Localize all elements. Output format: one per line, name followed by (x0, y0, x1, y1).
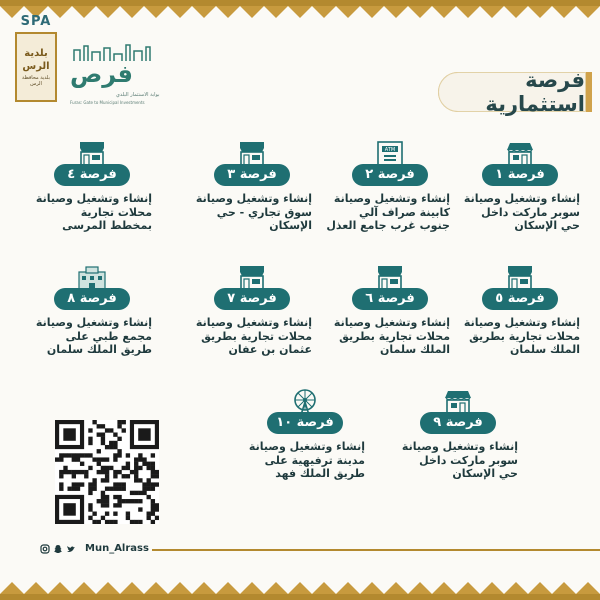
opportunity-card-8 (32, 264, 152, 374)
opportunity-description-line: حي الإسكان (514, 219, 580, 232)
opportunity-description-line: إنشاء وتشغيل وصيانة (463, 192, 580, 205)
furas-name: فرص (70, 60, 133, 88)
atm-icon-label: ATM (384, 147, 396, 153)
opportunity-description (450, 192, 580, 233)
opportunity-description-line: بمخطط المرسى (62, 219, 152, 232)
opportunity-description-line: عثمان بن عفان (228, 343, 312, 356)
furas-tagline: بوابة الاستثمار البلدي (116, 92, 160, 98)
opportunity-description-line: طريق الملك سلمان (46, 343, 152, 356)
opportunity-badge: فرصة ٩ (420, 412, 496, 434)
spa-logo-text: SPA (20, 14, 52, 29)
opportunity-description-line: الملك سلمان (379, 343, 450, 356)
opportunity-description-line: إنشاء وتشغيل وصيانة (195, 316, 312, 329)
opportunity-description-line: محلات تجارية بطريق (201, 329, 312, 343)
opportunity-card-5 (460, 264, 580, 374)
baladi-logo-text: بلدية الرس (22, 48, 50, 72)
opportunity-badge: فرصة ٣ (214, 164, 290, 186)
opportunity-description (320, 192, 450, 233)
furas-logo (70, 42, 166, 108)
opportunity-description (182, 316, 312, 357)
opportunity-card-2 (326, 140, 450, 250)
baladi-logo-sub: بلدية محافظة الرس (22, 75, 50, 87)
opportunity-card-10 (245, 388, 365, 498)
opportunity-description (388, 440, 518, 481)
opportunity-description (182, 192, 312, 233)
opportunity-badge: فرصة ٢ (352, 164, 428, 186)
opportunity-description-line: محلات تجارية (80, 205, 152, 219)
opportunity-card-1 (460, 140, 580, 250)
twitter-icon[interactable] (66, 544, 76, 554)
opportunity-description-line: سوبر ماركت داخل (419, 453, 518, 467)
opportunity-description-line: إنشاء وتشغيل وصيانة (195, 192, 312, 205)
opportunity-badge: فرصة ١٠ (267, 412, 343, 434)
opportunity-description-line: سوق تجاري - حي الإسكان (216, 205, 312, 232)
spa-logo (14, 16, 58, 116)
opportunity-card-4 (32, 140, 152, 250)
furas-tagline-en: Furas: Gate to Municipal Investments (70, 100, 145, 105)
opportunity-description-line: مجمع طبي على (65, 329, 152, 343)
opportunity-description-line: حي الإسكان (452, 467, 518, 480)
opportunity-description-line: كابينة صراف آلي (358, 205, 450, 219)
page-title: فرصة استثمارية (485, 68, 585, 116)
opportunity-description-line: محلات تجارية بطريق (469, 329, 580, 343)
decorative-top-border (0, 0, 600, 22)
opportunity-badge: فرصة ٦ (352, 288, 428, 310)
opportunity-badge: فرصة ١ (482, 164, 558, 186)
opportunity-description (22, 192, 152, 233)
snapchat-icon[interactable] (53, 544, 63, 554)
opportunity-description-line: إنشاء وتشغيل وصيانة (401, 440, 518, 453)
footer-divider (152, 549, 600, 551)
opportunity-badge: فرصة ٨ (54, 288, 130, 310)
opportunity-description-line: إنشاء وتشغيل وصيانة (35, 316, 152, 329)
page-title-pill (438, 68, 592, 116)
opportunity-description-line: محلات تجارية بطريق (339, 329, 450, 343)
opportunity-description (450, 316, 580, 357)
opportunity-description-line: إنشاء وتشغيل وصيانة (333, 316, 450, 329)
city-skyline-icon (70, 42, 166, 62)
opportunity-description-line: إنشاء وتشغيل وصيانة (463, 316, 580, 329)
opportunity-description-line: الملك سلمان (509, 343, 580, 356)
opportunity-badge: فرصة ٥ (482, 288, 558, 310)
opportunity-description-line: مدينة ترفيهية على (264, 453, 365, 467)
instagram-icon[interactable] (40, 544, 50, 554)
opportunity-description-line: إنشاء وتشغيل وصيانة (35, 192, 152, 205)
opportunity-description-line: إنشاء وتشغيل وصيانة (333, 192, 450, 205)
opportunity-badge: فرصة ٧ (214, 288, 290, 310)
social-handle-group (40, 543, 149, 554)
opportunity-card-3 (192, 140, 312, 250)
opportunity-description-line: طريق الملك فهد (275, 467, 365, 480)
opportunity-description-line: سوبر ماركت داخل (481, 205, 580, 219)
opportunity-description-line: إنشاء وتشغيل وصيانة (248, 440, 365, 453)
opportunity-description-line: جنوب غرب جامع العذل (326, 219, 450, 232)
social-handle[interactable]: Mun_Alrass (85, 543, 149, 554)
opportunity-card-7 (192, 264, 312, 374)
opportunity-description (22, 316, 152, 357)
baladi-logo (15, 32, 57, 102)
opportunity-description (235, 440, 365, 481)
decorative-bottom-border (0, 578, 600, 600)
qr-code[interactable] (55, 420, 159, 524)
opportunity-badge: فرصة ٤ (54, 164, 130, 186)
opportunity-card-9 (398, 388, 518, 498)
opportunity-description (320, 316, 450, 357)
opportunity-card-6 (330, 264, 450, 374)
